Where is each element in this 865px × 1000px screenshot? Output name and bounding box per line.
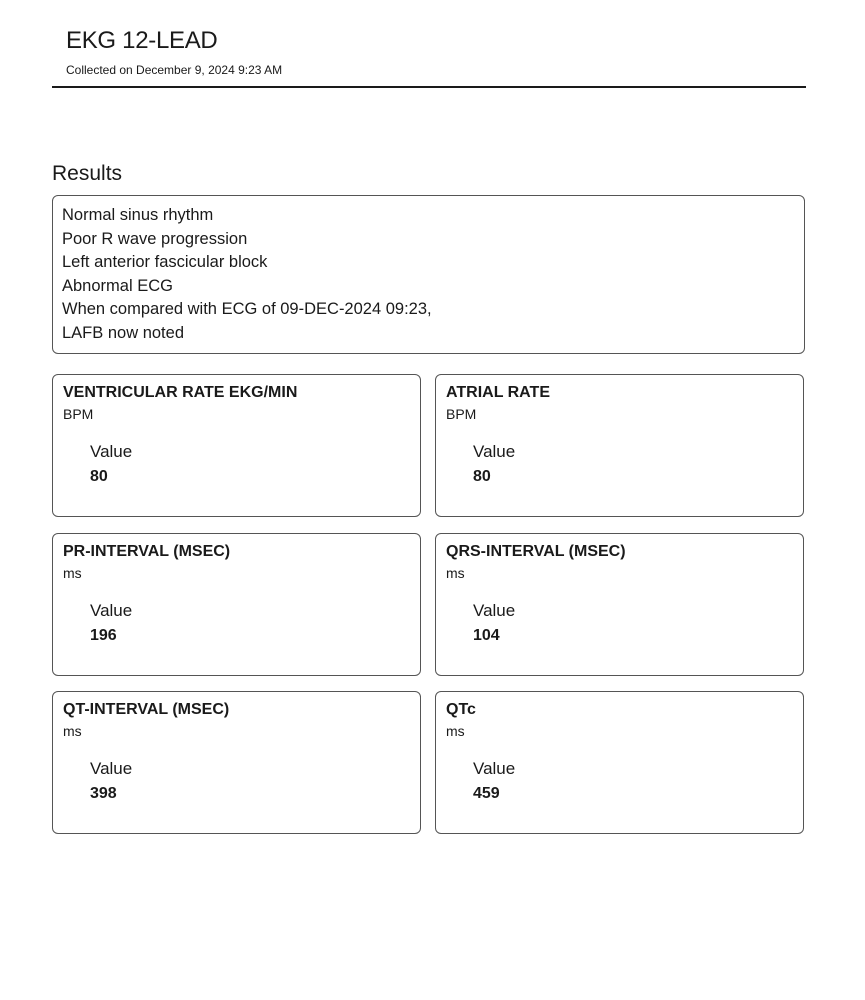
card-unit: BPM bbox=[63, 406, 94, 422]
collected-date: Collected on December 9, 2024 9:23 AM bbox=[66, 63, 283, 77]
page-title: EKG 12-LEAD bbox=[66, 27, 218, 54]
value-label: Value bbox=[90, 601, 133, 620]
card-unit: ms bbox=[446, 723, 465, 739]
result-line: LAFB now noted bbox=[62, 323, 184, 342]
card-atrial-rate bbox=[435, 374, 804, 517]
value-label: Value bbox=[90, 759, 133, 778]
results-heading: Results bbox=[52, 162, 123, 185]
result-line: Left anterior fascicular block bbox=[62, 253, 268, 272]
card-title: QTc bbox=[446, 701, 476, 718]
card-unit: ms bbox=[63, 565, 82, 581]
value: 459 bbox=[473, 785, 500, 802]
results-box bbox=[52, 195, 805, 354]
card-unit: BPM bbox=[446, 406, 477, 422]
card-title: QT-INTERVAL (MSEC) bbox=[63, 701, 230, 718]
card-qrs-interval bbox=[435, 533, 804, 676]
value-label: Value bbox=[473, 442, 516, 461]
value-label: Value bbox=[473, 759, 516, 778]
value-label: Value bbox=[473, 601, 516, 620]
result-line: Abnormal ECG bbox=[62, 276, 173, 295]
result-line: Normal sinus rhythm bbox=[62, 206, 214, 224]
card-title: QRS-INTERVAL (MSEC) bbox=[446, 543, 626, 560]
card-title: VENTRICULAR RATE EKG/MIN bbox=[63, 384, 298, 401]
result-line: Poor R wave progression bbox=[62, 229, 248, 248]
card-qtc bbox=[435, 691, 804, 834]
card-ventricular-rate bbox=[52, 374, 421, 517]
result-line: When compared with ECG of 09-DEC-2024 09:23, bbox=[62, 300, 432, 319]
card-qt-interval bbox=[52, 691, 421, 834]
value: 104 bbox=[473, 627, 500, 644]
card-unit: ms bbox=[63, 723, 82, 739]
value: 80 bbox=[473, 468, 491, 485]
value: 80 bbox=[90, 468, 108, 485]
value: 196 bbox=[90, 627, 117, 644]
card-unit: ms bbox=[446, 565, 465, 581]
value-label: Value bbox=[90, 442, 133, 461]
card-title: ATRIAL RATE bbox=[446, 384, 550, 401]
card-pr-interval bbox=[52, 533, 421, 676]
card-title: PR-INTERVAL (MSEC) bbox=[63, 543, 231, 560]
value: 398 bbox=[90, 785, 117, 802]
header-divider bbox=[52, 86, 806, 88]
